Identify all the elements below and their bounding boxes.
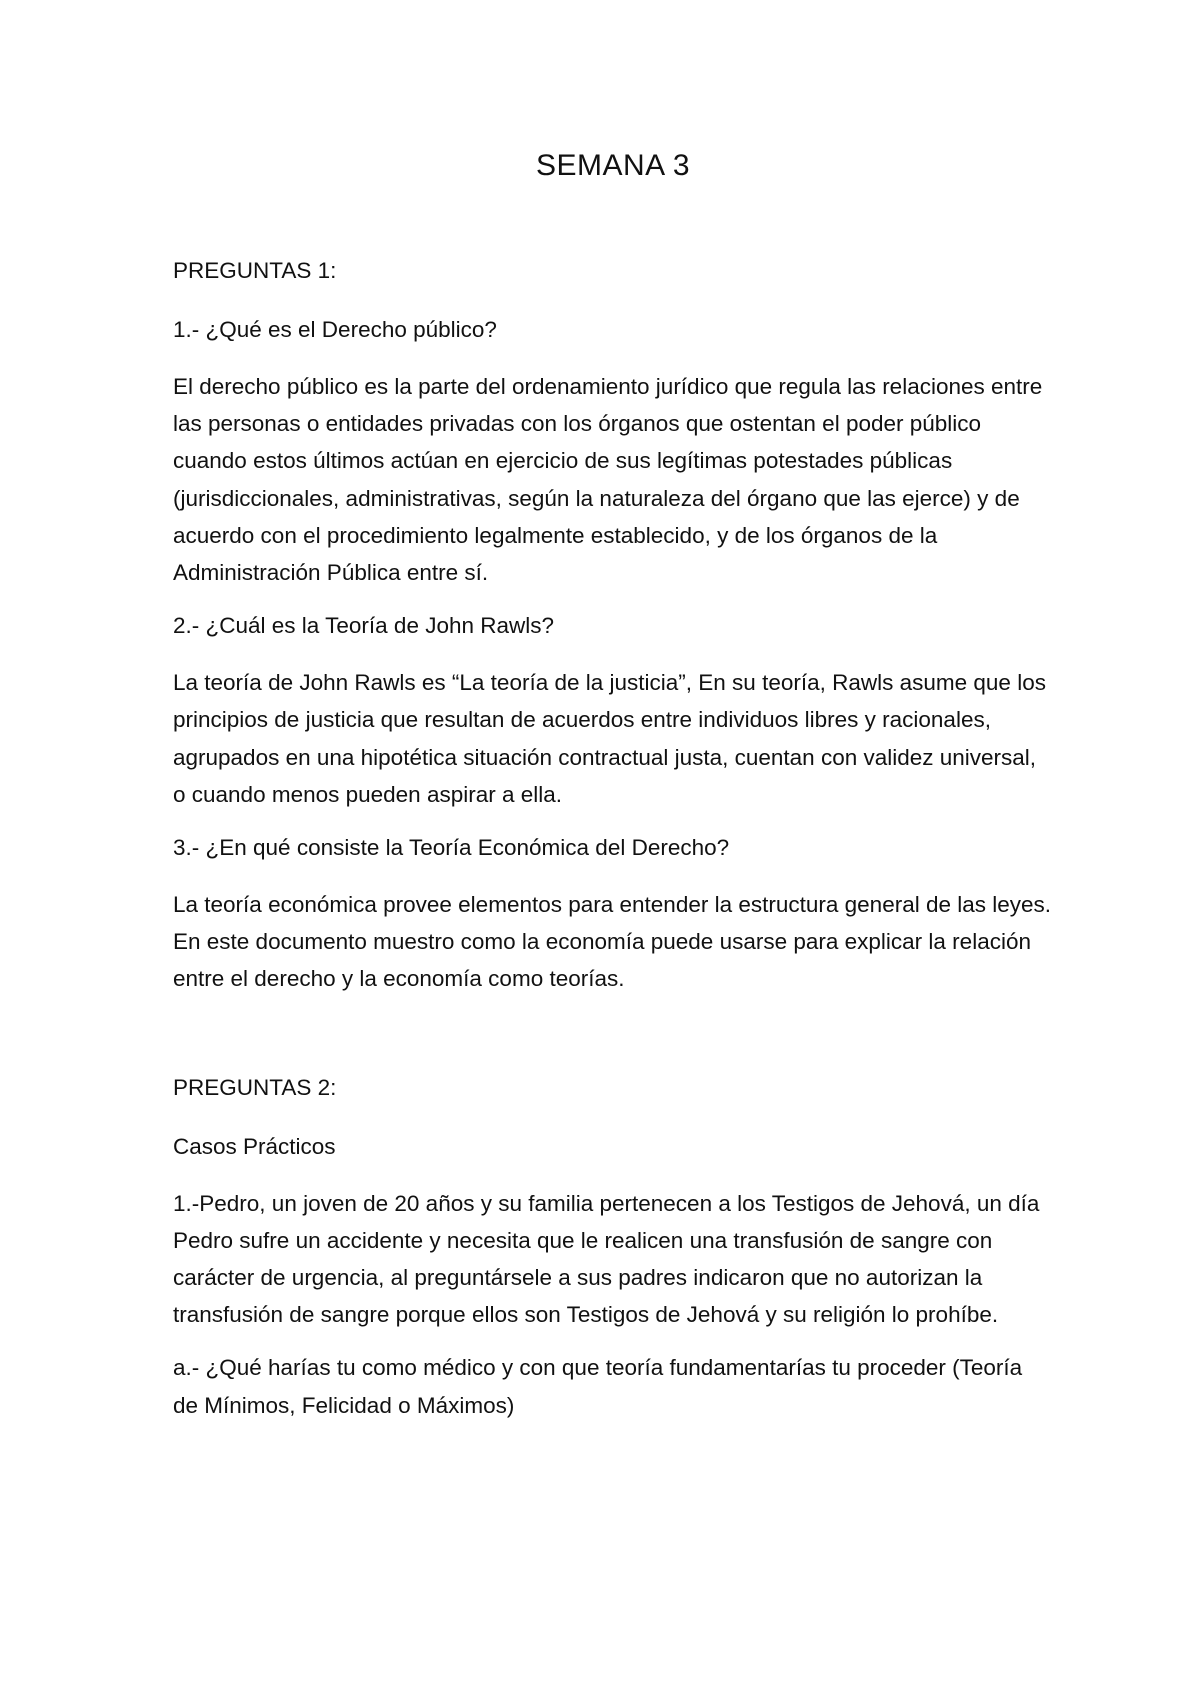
document-body (173, 146, 1053, 1440)
answer-3: La teoría económica provee elementos para entender la estructura general de las leyes. En este documento muestro como la economía puede usarse para explicar la relación entre el derecho y la economía como teorías. (173, 892, 1052, 992)
question-3: 3.- ¿En qué consiste la Teoría Económica del Derecho? (173, 835, 730, 861)
practical-cases-heading: Casos Prácticos (173, 1133, 336, 1159)
page-title: SEMANA 3 (535, 149, 691, 182)
question-2: 2.- ¿Cuál es la Teoría de John Rawls? (173, 613, 555, 639)
question-1: 1.- ¿Qué es el Derecho público? (173, 317, 497, 342)
section-spacer (173, 1014, 1053, 1069)
section2-heading: PREGUNTAS 2: (173, 1074, 337, 1100)
case-1-question-a: a.- ¿Qué harías tu como médico y con que teoría fundamentarías tu proceder (Teoría de Mínimos, Felicidad o Máximos) (173, 1355, 1023, 1418)
answer-2: La teoría de John Rawls es “La teoría de la justicia”, En su teoría, Rawls asume que los principios de justicia que resultan de acuerdos entre individuos libres y racionales, agrupados en una hipotética situación contractual justa, cuentan con validez universal, o cuando menos pueden aspirar a ella. (173, 670, 1046, 807)
section1-heading: PREGUNTAS 1: (173, 258, 337, 283)
case-1-text: 1.-Pedro, un joven de 20 años y su familia pertenecen a los Testigos de Jehová, un día Pedro sufre un accidente y necesita que le realicen una transfusión de sangre con carácter de urgencia, al preguntársele a sus padres indicaron que no autorizan la transfusión de sangre porque ellos son Testigos de Jehová y su religión lo prohíbe. (173, 1190, 1040, 1328)
answer-1: El derecho público es la parte del ordenamiento jurídico que regula las relaciones entre las personas o entidades privadas con los órganos que ostentan el poder público cuando estos últimos actúan en ejercicio de sus legítimas potestades públicas (jurisdiccionales, administrativas, según la naturaleza del órgano que las ejerce) y de acuerdo con el procedimiento legalmente establecido, y de los órganos de la Administración Pública entre sí. (173, 374, 1043, 586)
